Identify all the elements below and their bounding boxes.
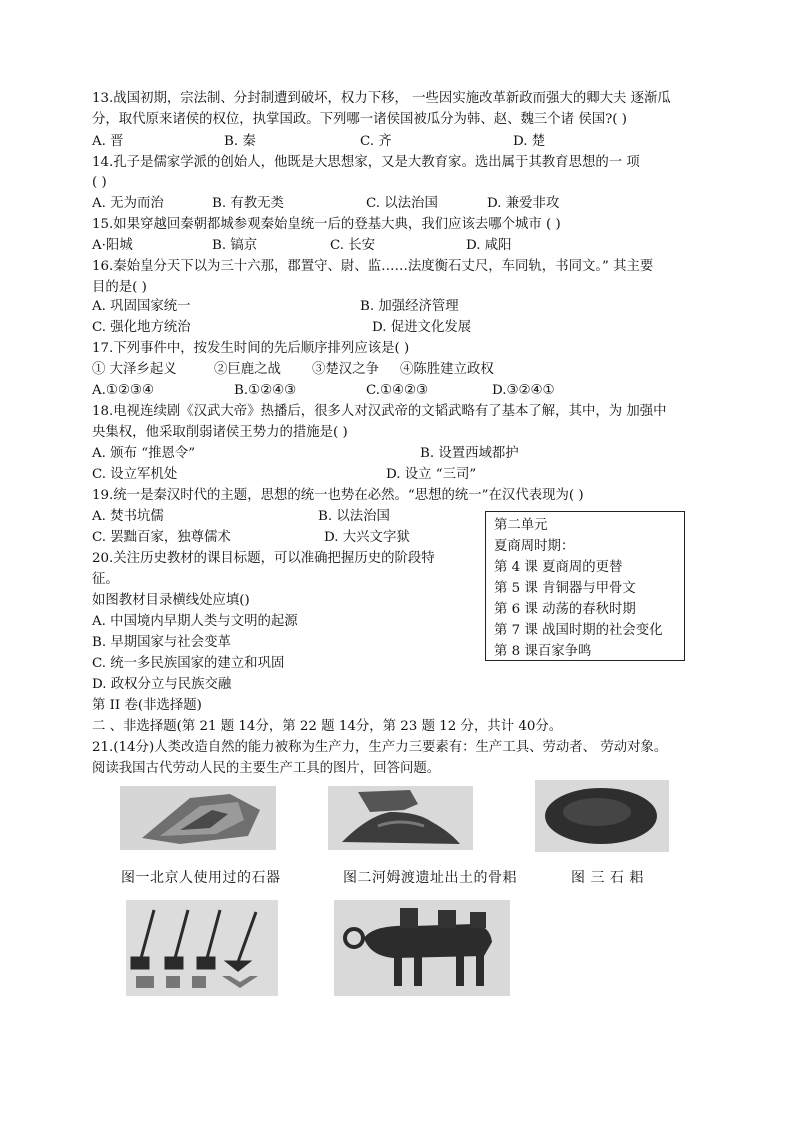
bone-spade-drawing (328, 786, 473, 850)
q17-option-d: D.③②④① (492, 383, 555, 398)
q15-option-b: B. 镐京 (212, 238, 258, 253)
q19-option-d: D. 大兴文字狱 (324, 530, 410, 545)
q18-option-c: C. 设立军机处 (92, 467, 178, 482)
iron-tools-drawing (126, 900, 278, 996)
caption-figure-1: 图一北京人使用过的石器 (121, 870, 281, 886)
q19-option-a: A. 焚书坑儒 (92, 509, 164, 524)
catalog-line: 第 8 课百家争鸣 (494, 644, 592, 659)
q18-stem: 央集权，他采取削弱诸侯王势力的措施是( ) (92, 425, 348, 440)
textbook-catalog-box (485, 511, 685, 661)
q15-option-c: C. 长安 (330, 238, 376, 253)
stone-spade-drawing (535, 780, 669, 852)
q13-option-d: D. 楚 (513, 134, 546, 149)
q16-option-a: A. 巩固国家统一 (92, 299, 191, 314)
q19-stem: 19.统一是秦汉时代的主题，思想的统一也势在必然。“思想的统一”在汉代表现为( ) (92, 488, 584, 503)
q20-stem: 20.关注历史教材的课目标题，可以准确把握历史的阶段特 (92, 551, 435, 566)
q21-stem: 21.(14分)人类改造自然的能力被称为生产力，生产力三要素有：生产工具、劳动者、 劳动对象。 (92, 740, 668, 755)
caption-figure-2: 图二河姆渡遗址出土的骨耜 (343, 870, 517, 886)
catalog-line: 第 5 课 肯铜器与甲骨文 (494, 581, 636, 596)
bronze-ox-image (334, 900, 510, 996)
q14-stem: 14.孔子是儒家学派的创始人，他既是大思想家，又是大教育家。选出属于其教育思想的一 项 (92, 155, 640, 170)
q17-event-1: ① 大泽乡起义 (92, 362, 177, 377)
bronze-ox-drawing (334, 900, 510, 996)
stone-spade-image (535, 780, 669, 852)
catalog-line: 第 6 课 动荡的春秋时期 (494, 602, 636, 617)
q20-option-d: D. 政权分立与民族交融 (92, 677, 232, 692)
q14-option-c: C. 以法治国 (366, 196, 438, 211)
catalog-line: 第二单元 (494, 518, 548, 533)
q13-option-b: B. 秦 (224, 134, 256, 149)
q21-stem: 阅读我国古代劳动人民的主要生产工具的图片，回答问题。 (92, 761, 441, 776)
q17-option-c: C.①④②③ (366, 383, 429, 398)
q14-stem: ( ) (92, 175, 107, 190)
q20-stem: 征。 (92, 572, 119, 587)
q19-option-c: C. 罢黜百家，独尊儒术 (92, 530, 231, 545)
section-title: 第 II 卷(非选择题) (92, 698, 202, 713)
q15-stem: 15.如果穿越回秦朝都城参观秦始皇统一后的登基大典，我们应该去哪个城市 ( ) (92, 217, 561, 232)
q20-option-c: C. 统一多民族国家的建立和巩固 (92, 656, 285, 671)
q20-option-b: B. 早期国家与社会变革 (92, 635, 231, 650)
q17-option-a: A.①②③④ (92, 383, 154, 398)
q13-option-c: C. 齐 (360, 134, 392, 149)
iron-tools-image (126, 900, 278, 996)
q15-option-d: D. 咸阳 (466, 238, 512, 253)
q14-option-d: D. 兼爱非攻 (487, 196, 560, 211)
q17-stem: 17.下列事件中，按发生时间的先后顺序排列应该是( ) (92, 341, 410, 356)
q19-option-b: B. 以法治国 (318, 509, 390, 524)
q13-option-a: A. 晋 (92, 134, 124, 149)
section-intro: 二 、非选择题(第 21 题 14分，第 22 题 14分，第 23 题 12 分，共计 40分。 (92, 719, 563, 734)
q16-stem: 16.秦始皇分天下以为三十六那，郡置守、尉、监……法度衡石丈尺，车同轨，书同文。” 其主要 (92, 259, 654, 274)
q18-stem: 18.电视连续剧《汉武大帝》热播后，很多人对汉武帝的文韬武略有了基本了解，其中，为 加强中 (92, 404, 667, 419)
q16-option-d: D. 促进文化发展 (372, 320, 472, 335)
q13-stem: 分，取代原来诸侯的权位，执掌国政。下列哪一诸侯国被瓜分为韩、赵、魏三个诸 侯国?( ) (92, 112, 627, 127)
q17-event-3: ③楚汉之争 (312, 362, 379, 377)
q15-option-a: A·阳城 (92, 238, 133, 253)
catalog-line: 第 4 课 夏商周的更替 (494, 560, 623, 575)
q18-option-b: B. 设置西域都护 (420, 446, 519, 461)
q16-option-c: C. 强化地方统治 (92, 320, 191, 335)
catalog-line: 夏商周时期： (494, 539, 575, 554)
q20-option-a: A. 中国境内早期人类与文明的起源 (92, 614, 298, 629)
catalog-line: 第 7 课 战国时期的社会变化 (494, 623, 663, 638)
q17-option-b: B.①②④③ (234, 383, 297, 398)
q20-stem: 如图教材目录横线处应填() (92, 593, 250, 608)
q14-option-a: A. 无为而治 (92, 196, 164, 211)
caption-figure-3: 图 三 石 耜 (571, 870, 644, 886)
q18-option-d: D. 设立 “三司” (386, 467, 477, 482)
q13-stem: 13.战国初期，宗法制、分封制遭到破坏，权力下移， 一些因实施改革新政而强大的卿大夫 逐渐瓜 (92, 91, 671, 106)
stone-tool-image (120, 786, 276, 850)
q16-option-b: B. 加强经济管理 (360, 299, 459, 314)
q16-stem: 目的是( ) (92, 280, 147, 295)
q17-event-2: ②巨鹿之战 (214, 362, 281, 377)
stone-tool-drawing (120, 786, 276, 850)
q14-option-b: B. 有教无类 (212, 196, 284, 211)
q18-option-a: A. 颁布 “推恩令” (92, 446, 196, 461)
bone-spade-image (328, 786, 473, 850)
q17-event-4: ④陈胜建立政权 (400, 362, 494, 377)
